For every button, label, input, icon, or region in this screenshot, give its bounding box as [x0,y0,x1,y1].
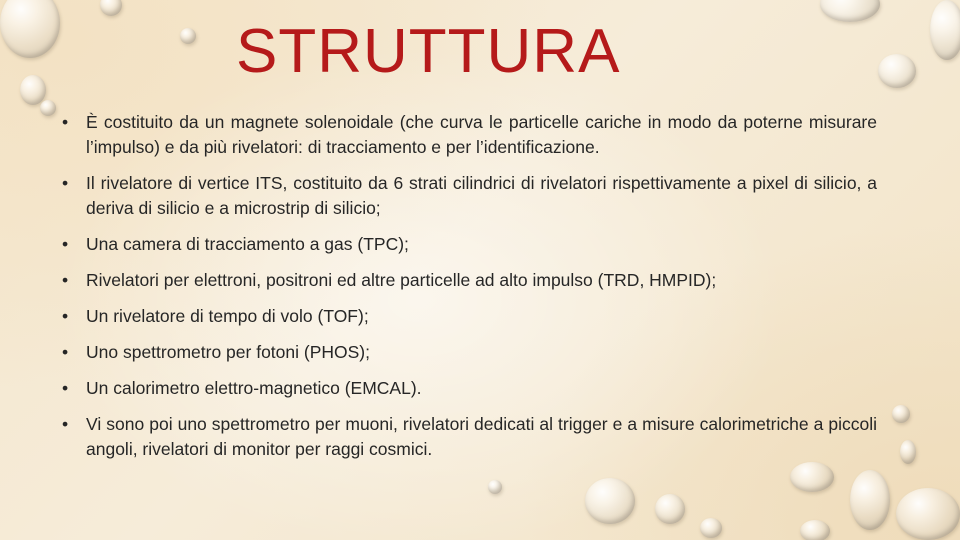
slide-title: STRUTTURA [236,17,621,86]
water-drop-decoration [20,75,46,105]
bullet-icon: • [62,414,69,434]
bullet-item [62,110,877,160]
water-drop-decoration [40,100,56,116]
water-drop-decoration [896,488,960,540]
water-drop-decoration [100,0,122,16]
bullet-list [62,110,877,473]
bullet-item [62,412,877,462]
water-drop-decoration [900,440,916,464]
bullet-icon: • [62,112,69,132]
bullet-item [62,340,877,365]
bullet-icon: • [62,378,69,398]
bullet-text: Rivelatori per elettroni, positroni ed altre particelle ad alto impulso (TRD, HMPID); [86,270,717,290]
bullet-item [62,232,877,257]
water-drop-decoration [820,0,880,22]
bullet-text: Una camera di tracciamento a gas (TPC); [86,234,409,254]
bullet-item [62,268,877,293]
bullet-text: Uno spettrometro per fotoni (PHOS); [86,342,370,362]
water-drop-decoration [892,405,910,423]
bullet-text: Un rivelatore di tempo di volo (TOF); [86,306,369,326]
bullet-text: Un calorimetro elettro-magnetico (EMCAL). [86,378,422,398]
bullet-text: Vi sono poi uno spettrometro per muoni, rivelatori dedicati al trigger e a misure calorimetriche a piccoli angoli, rivelatori di monitor per raggi cosmici. [86,414,877,459]
water-drop-decoration [700,518,722,538]
bullet-item [62,304,877,329]
bullet-item [62,171,877,221]
water-drop-decoration [878,54,916,88]
bullet-icon: • [62,270,69,290]
bullet-icon: • [62,173,69,193]
water-drop-decoration [800,520,830,540]
bullet-item [62,376,877,401]
water-drop-decoration [850,470,890,530]
bullet-text: Il rivelatore di vertice ITS, costituito da 6 strati cilindrici di rivelatori rispettivamente a pixel di silicio, a deriva di silicio e a microstrip di silicio; [86,173,877,218]
bullet-icon: • [62,306,69,326]
water-drop-decoration [655,494,685,524]
water-drop-decoration [930,0,960,60]
water-drop-decoration [180,28,196,44]
water-drop-decoration [585,478,635,524]
bullet-icon: • [62,342,69,362]
bullet-icon: • [62,234,69,254]
bullet-text: È costituito da un magnete solenoidale (che curva le particelle cariche in modo da poterne misurare l’impulso) e da più rivelatori: di tracciamento e per l’identificazione. [86,112,877,157]
water-drop-decoration [0,0,60,58]
water-drop-decoration [488,480,502,494]
